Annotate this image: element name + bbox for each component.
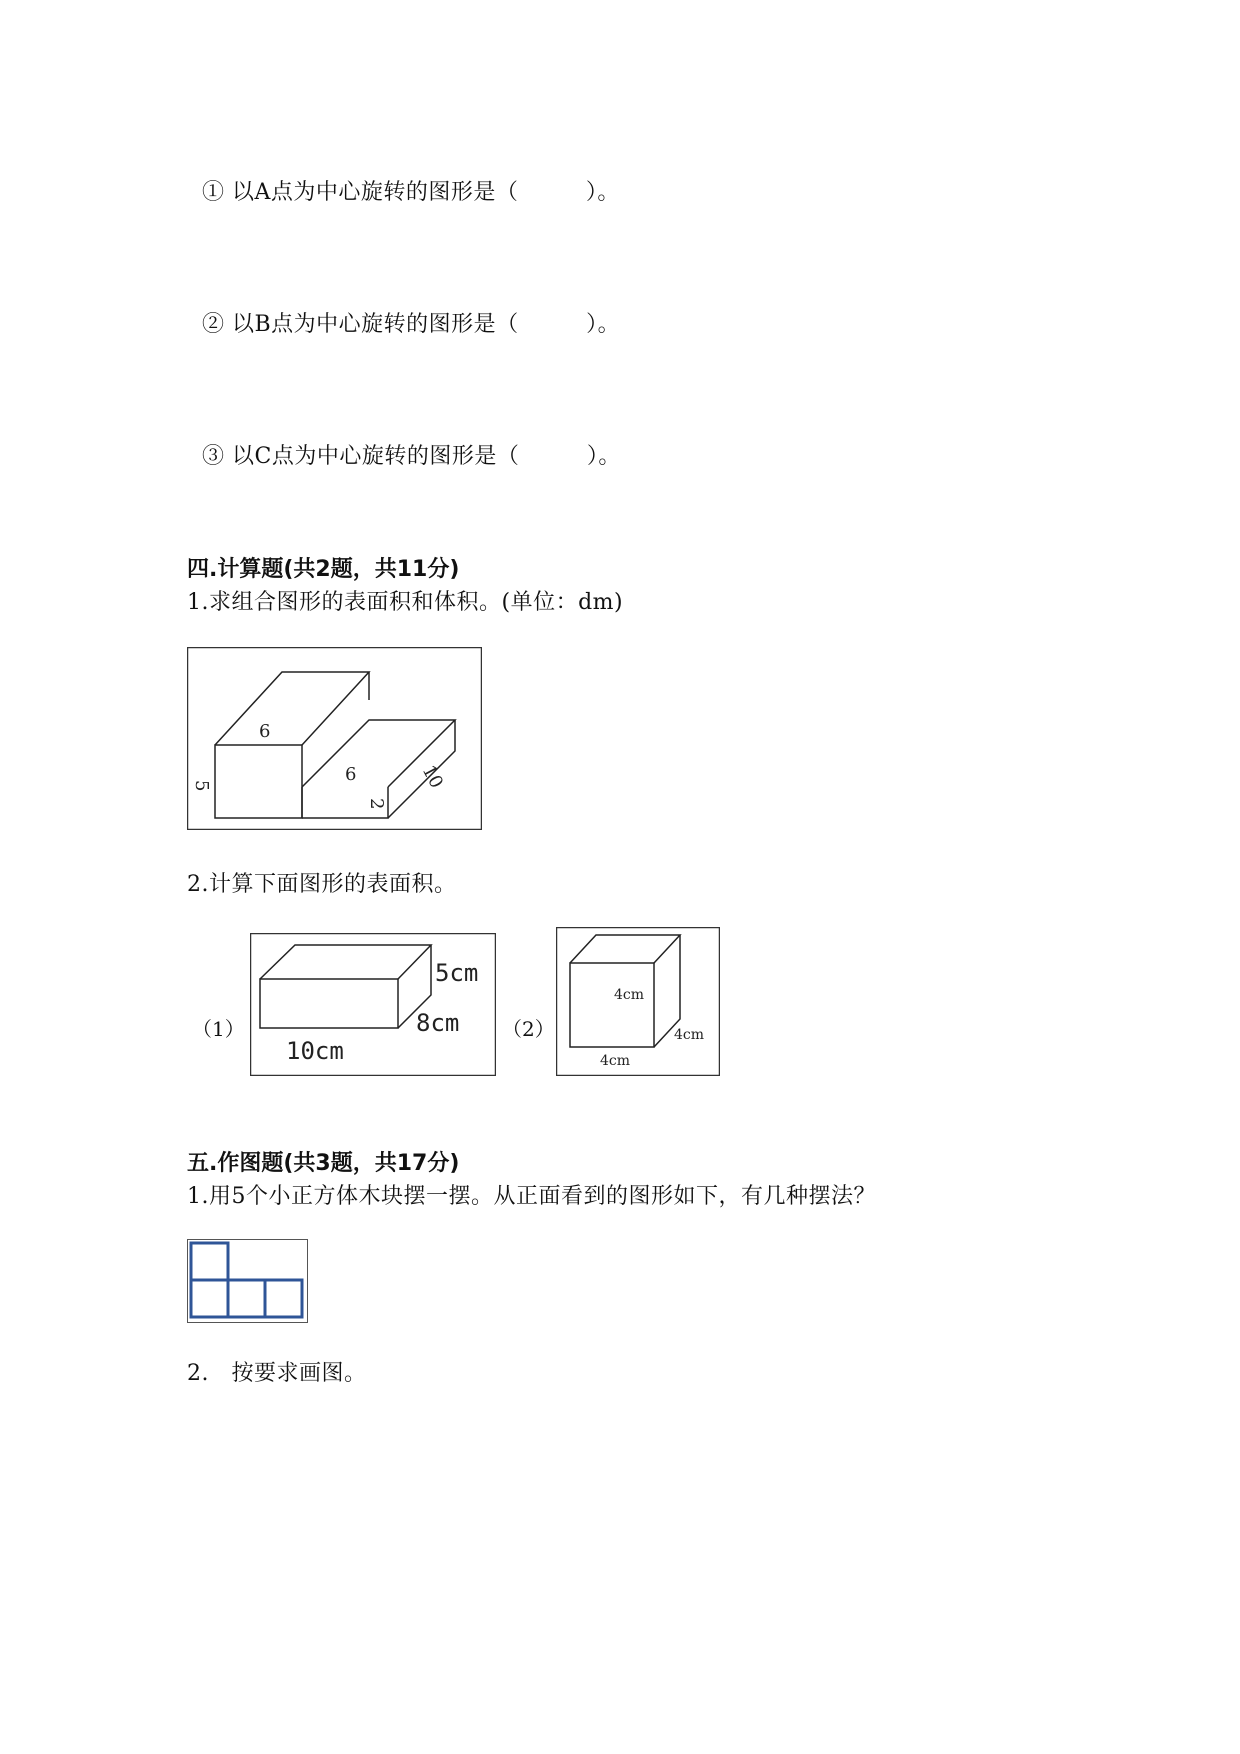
section4-title: 四.计算题(共2题，共11分)	[187, 557, 460, 582]
cuboid-label-length: 10cm	[286, 1037, 344, 1065]
sub-figure-label-1: （1）	[192, 1017, 245, 1041]
section5-q1-text: 1.用5个小正方体木块摆一摆。从正面看到的图形如下，有几种摆法？	[187, 1184, 876, 1209]
rotation-question-a	[187, 150, 620, 206]
cube-figure	[556, 927, 720, 1076]
fig1-label-depth: 10	[417, 761, 447, 792]
rotation-question-b	[187, 282, 620, 338]
cuboid-label-depth: 8cm	[416, 1009, 460, 1037]
fig1-label-top-width: 6	[259, 721, 271, 742]
section5-q2-text: 2. 按要求画图。	[187, 1361, 367, 1386]
question-marker: ①	[202, 180, 225, 205]
composite-solid-figure	[187, 647, 482, 830]
fig1-label-left-height: 5	[191, 780, 212, 792]
question-text: 以B点为中心旋转的图形是（ ）。	[232, 312, 621, 337]
cuboid-figure	[250, 933, 496, 1076]
cube-label-depth: 4cm	[674, 1027, 705, 1043]
section4-q1-text: 1.求组合图形的表面积和体积。(单位：dm)	[187, 590, 624, 615]
cube-label-height: 4cm	[614, 987, 645, 1003]
front-view-grid-figure	[187, 1239, 308, 1323]
fig1-label-step-height: 2	[366, 798, 387, 810]
section5-title: 五.作图题(共3题，共17分)	[187, 1151, 460, 1176]
cube-label-length: 4cm	[600, 1053, 631, 1069]
sub-figure-label-2: （2）	[502, 1017, 555, 1041]
fig1-label-step-width: 6	[345, 764, 357, 785]
question-marker: ②	[202, 312, 225, 337]
rotation-question-c	[187, 414, 621, 470]
cuboid-label-height: 5cm	[435, 959, 479, 987]
question-marker: ③	[202, 444, 225, 469]
question-text: 以A点为中心旋转的图形是（ ）。	[232, 180, 620, 205]
question-text: 以C点为中心旋转的图形是（ ）。	[232, 444, 621, 469]
section4-q2-text: 2.计算下面图形的表面积。	[187, 872, 457, 897]
